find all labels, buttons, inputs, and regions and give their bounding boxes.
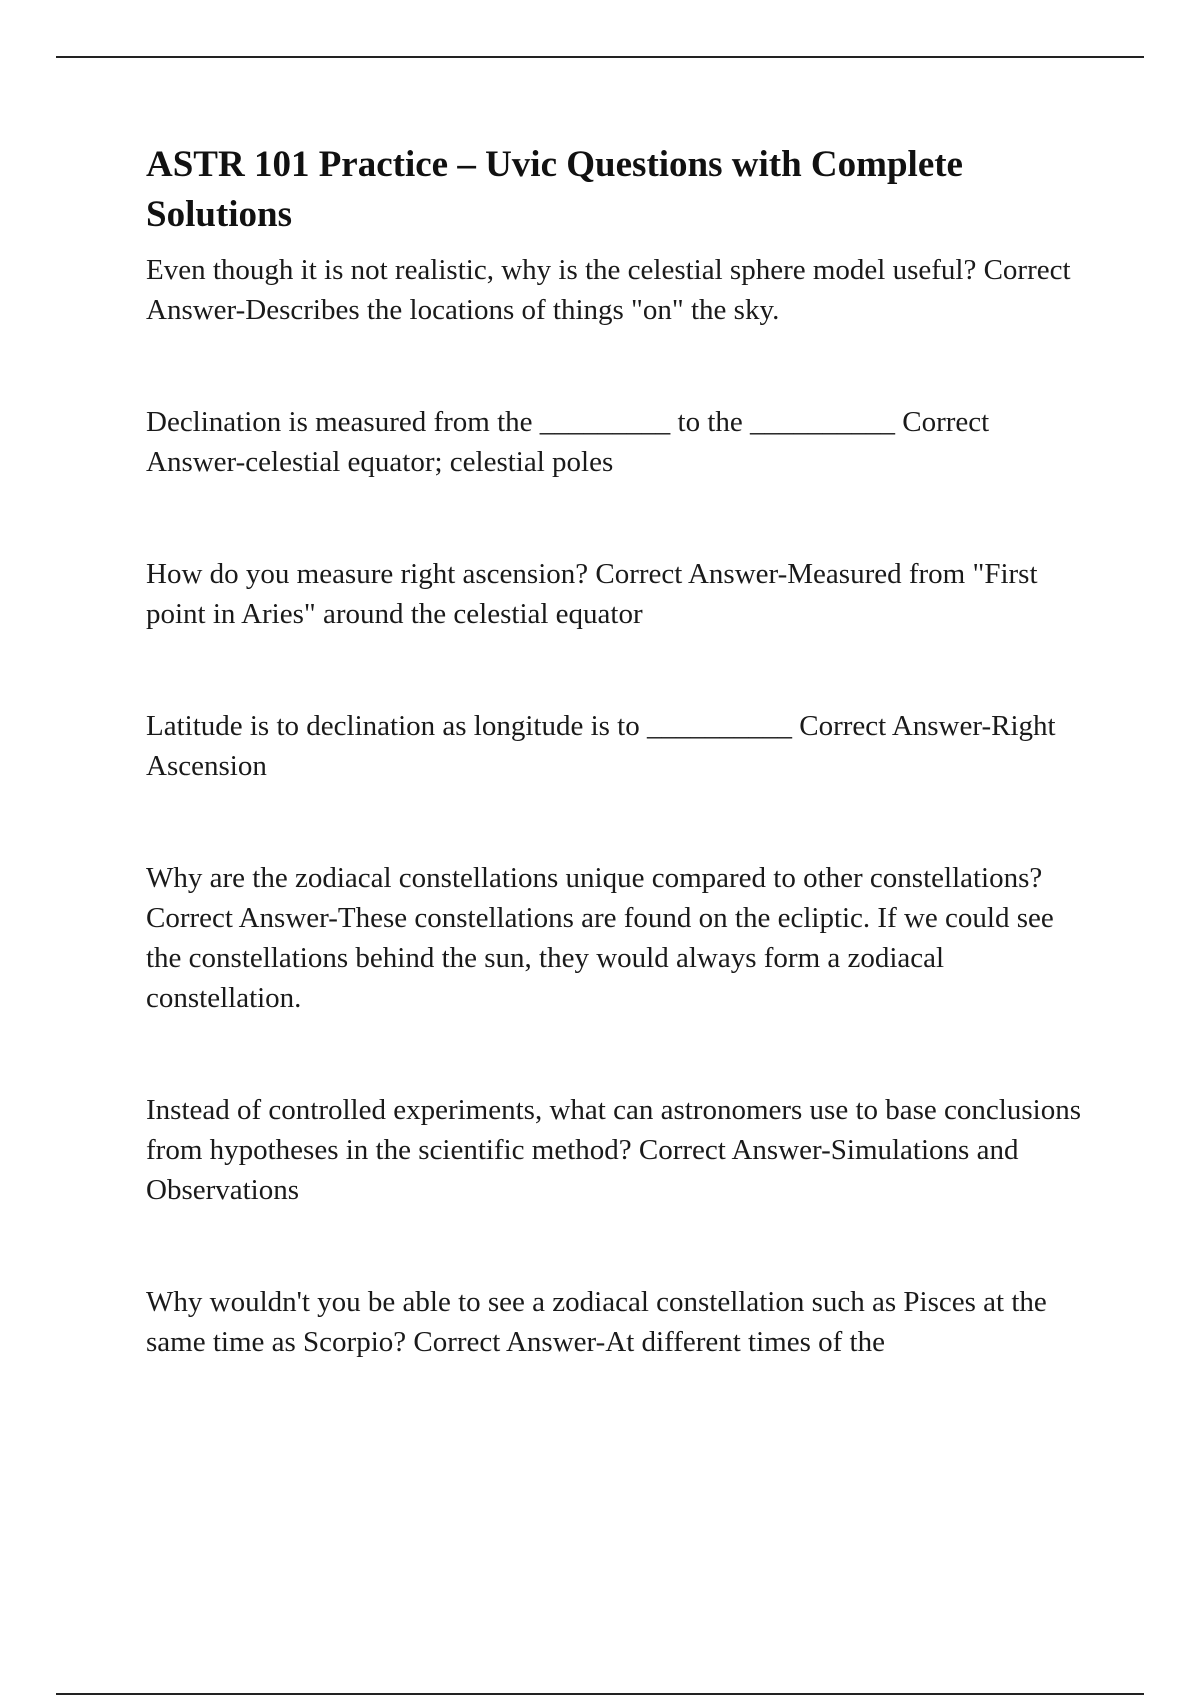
qa-item-3: How do you measure right ascension? Correct Answer-Measured from "First point in Aries" around the celestial equator xyxy=(146,558,1038,630)
qa-item-4: Latitude is to declination as longitude is to __________ Correct Answer-Right Ascension xyxy=(146,710,1056,782)
qa-item-5: Why are the zodiacal constellations unique compared to other constellations? Correct Answer-These constellations are found on the ecliptic. If we could see the constellations behind the sun, they would always form a zodiacal constellation. xyxy=(146,862,1054,1014)
qa-item-2: Declination is measured from the _________ to the __________ Correct Answer-celestial equator; celestial poles xyxy=(146,406,990,478)
qa-item-7: Why wouldn't you be able to see a zodiacal constellation such as Pisces at the same time as Scorpio? Correct Answer-At different times of the xyxy=(146,1286,1047,1358)
document-title: ASTR 101 Practice – Uvic Questions with Complete Solutions xyxy=(146,144,963,235)
top-rule xyxy=(56,56,1144,58)
bottom-rule xyxy=(56,1693,1144,1695)
qa-item-1: Even though it is not realistic, why is the celestial sphere model useful? Correct Answer-Describes the locations of things "on" the sky. xyxy=(146,254,1071,326)
qa-item-6: Instead of controlled experiments, what can astronomers use to base conclusions from hypotheses in the scientific method? Correct Answer-Simulations and Observations xyxy=(146,1094,1081,1206)
page-content xyxy=(146,140,1086,1362)
